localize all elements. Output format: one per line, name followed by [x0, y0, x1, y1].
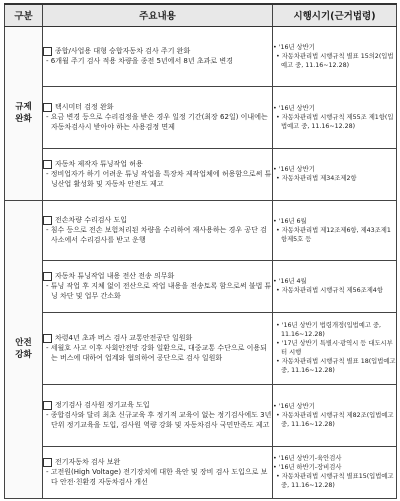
policy-table — [4, 3, 397, 499]
timing-line: • 자동차관리법 시행규칙 제55조 제1항(입법예고 중, 11.16~12.28) — [276, 113, 394, 130]
item-timing — [273, 200, 397, 260]
item-detail: - 요금 변경 등으로 수리검정을 받은 경우 일정 기간(최장 62일) 이내에는 자동차검사시 받아야 하는 사용검정 면제 — [46, 113, 268, 131]
table-row — [5, 260, 397, 312]
checkbox-icon — [43, 103, 52, 112]
timing-line: • '16년 상반기 — [273, 104, 315, 112]
item-content — [43, 260, 273, 312]
item-timing — [273, 446, 397, 498]
checkbox-icon — [43, 160, 52, 169]
item-title: 차령4년 초과 버스 검사 교통안전공단 일원화 — [55, 334, 193, 342]
timing-line: • '16년 6월 — [273, 217, 307, 225]
item-title: 자동차 튜닝작업 내용 전산 전송 의무화 — [55, 272, 175, 280]
timing-line: • 자동차관리법 제34조제2항 — [276, 175, 357, 182]
header-content: 주요내용 — [43, 4, 273, 26]
table-row — [5, 384, 397, 446]
timing-line: • '16년 상반기-육안검사 — [273, 455, 342, 462]
item-timing — [273, 260, 397, 312]
timing-line: • '16년 상반기 — [273, 43, 315, 51]
checkbox-icon — [43, 334, 52, 343]
checkbox-icon — [43, 401, 52, 410]
item-timing — [273, 26, 397, 86]
item-title: 종합/사업용 대형 승합자동차 검사 주기 완화 — [55, 47, 191, 55]
timing-line: • '16년 4월 — [273, 278, 307, 285]
checkbox-icon — [43, 216, 52, 225]
item-content — [43, 384, 273, 446]
item-content — [43, 200, 273, 260]
timing-line: • 자동차관리법 시행규칙 별표 18(입법예고 중, 11.16~12.28) — [276, 358, 396, 374]
item-title: 자동차 제작자 튜닝작업 허용 — [55, 160, 143, 168]
checkbox-icon — [43, 47, 52, 56]
timing-line: • 자동차관리법 시행규칙 별표15(입법예고 중, 11.16~12.28) — [276, 473, 394, 489]
item-timing — [273, 312, 397, 384]
item-detail: - 정비업자가 하기 어려운 튜닝 작업을 특장차 제작업체에 허용함으로써 튜닝산업 활성화 및 자동차 안전도 제고 — [46, 170, 272, 188]
item-content — [43, 86, 273, 148]
header-category: 구분 — [5, 4, 43, 26]
item-detail: - 침수 등으로 전손 보험처리된 차량을 수리하여 재사용하는 경우 공단 검사소에서 수리검사를 받고 운행 — [46, 226, 267, 244]
category-cell-deregulation — [5, 26, 43, 200]
timing-line: • '17년 상반기 특별시·광역시 등 대도시부터 시행 — [276, 340, 393, 356]
item-content — [43, 148, 273, 200]
item-title: 택시미터 검정 완화 — [55, 103, 114, 111]
timing-line: • '16년 상반기 법령개정(입법예고 중, 11.16~12.28) — [276, 322, 381, 338]
category-label-line: 규제 — [15, 102, 32, 112]
item-title: 전손차량 수리검사 도입 — [55, 216, 128, 224]
timing-line: • '16년 상반기 — [273, 402, 315, 410]
timing-line: • '16년 상반기 — [273, 166, 315, 173]
item-title: 전기자동차 검사 보완 — [55, 458, 121, 466]
item-detail: - 튜닝 작업 후 지체 없이 전산으로 작업 내용을 전송토록 함으로써 불법 튜닝 차단 및 업무 간소화 — [46, 282, 272, 300]
category-label-line: 안전 — [15, 338, 32, 348]
table-row — [5, 200, 397, 260]
item-detail: - 고전원(High Voltage) 전기장치에 대한 육안 및 장비 검사 도입으로 보다 안전·친환경 자동차검사 개선 — [46, 468, 268, 486]
item-content — [43, 312, 273, 384]
table-row — [5, 26, 397, 86]
header-timing: 시행시기(근거법령) — [273, 4, 397, 26]
item-detail: - 6개월 주기 검사 적용 차량을 종전 5년에서 8년 초과로 변경 — [46, 57, 233, 65]
timing-line: • 자동차관리법 시행규칙 제56조제4항 — [276, 287, 383, 294]
table-row — [5, 312, 397, 384]
timing-line: • '16년 하반기-장비검사 — [273, 464, 342, 471]
item-detail: - 종합검사와 달리 최초 신규교육 후 정기적 교육이 없는 정기검사에도 3년 단위 정기교육을 도입, 검사원 역량 강화 및 자동차검사 국민만족도 제고 — [46, 411, 272, 429]
item-timing — [273, 86, 397, 148]
header-row — [5, 4, 397, 26]
timing-line: • 자동차관리법 시행규칙 제82조(입법예고 중, 11.16~12.28) — [276, 411, 394, 428]
item-content — [43, 26, 273, 86]
table-row — [5, 446, 397, 498]
category-cell-safety — [5, 200, 43, 498]
checkbox-icon — [43, 458, 52, 467]
timing-line: • 자동차관리법 제12조제6항, 제43조제1항제5호 등 — [276, 226, 391, 243]
category-label-line: 완화 — [15, 114, 32, 124]
item-title: 정기검사 검사원 정기교육 도입 — [55, 401, 150, 409]
table-row — [5, 86, 397, 148]
table-row — [5, 148, 397, 200]
item-timing — [273, 384, 397, 446]
timing-line: • 자동차관리법 시행규칙 별표 15의2(입법예고 중, 11.16~12.28) — [276, 52, 394, 69]
item-content — [43, 446, 273, 498]
item-detail: - 세월호 사고 이후 사회안전망 강화 일환으로, 대중교통 수단으로 이용되는 버스에 대하여 업계와 협의하여 공단으로 검사 일원화 — [46, 344, 267, 362]
item-timing — [273, 148, 397, 200]
checkbox-icon — [43, 272, 52, 281]
category-label-line: 강화 — [15, 350, 32, 360]
